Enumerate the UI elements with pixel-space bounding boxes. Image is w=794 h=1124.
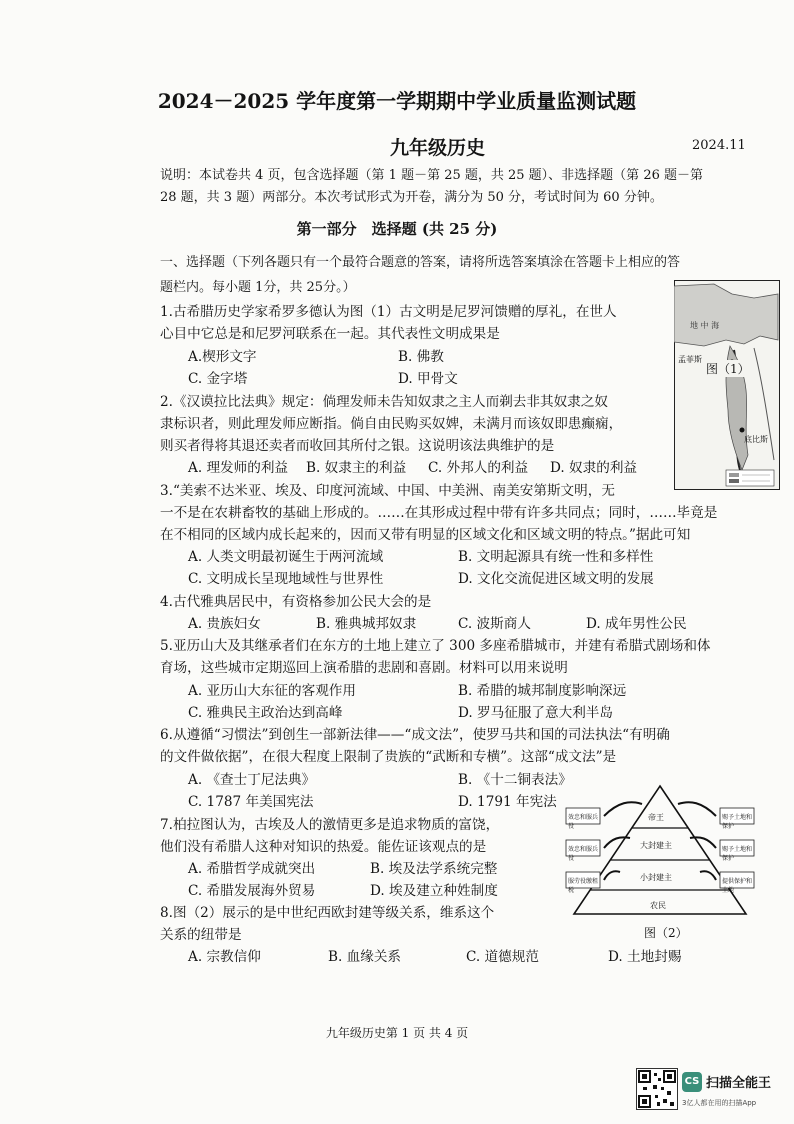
- right-box-1: 赐予土地和保护: [722, 814, 753, 830]
- tier-peasant: 农民: [650, 901, 666, 910]
- question-5-option-a: A. 亚历山大东征的客观作用: [188, 683, 356, 699]
- tier-lesser-lord: 小封建主: [640, 873, 672, 882]
- map-label-sea: 地 中 海: [690, 321, 720, 330]
- question-6-option-d: D. 1791 年宪法: [458, 794, 557, 810]
- figure-1-caption: 图（1）: [706, 362, 750, 376]
- camscanner-logo-icon: CS: [682, 1072, 702, 1092]
- question-7-option-a: A. 希腊哲学成就突出: [188, 861, 316, 877]
- map-label-thebes: 底比斯: [744, 435, 768, 444]
- question-7-stem-2: 他们没有希腊人这种对知识的热爱。能佐证该观点的是: [160, 839, 487, 855]
- question-1-option-b: B. 佛教: [398, 349, 444, 365]
- subject-title: 九年级历史: [390, 137, 486, 159]
- left-box-2: 效忠和服兵役: [568, 846, 599, 862]
- right-box-2: 赐予土地和保护: [722, 846, 753, 862]
- question-4-stem-1: 4.古代雅典居民中，有资格参加公民大会的是: [160, 594, 432, 610]
- question-7-option-b: B. 埃及法学系统完整: [370, 861, 498, 877]
- question-7-option-d: D. 埃及建立种姓制度: [370, 883, 498, 899]
- left-box-3: 服劳役缴租税: [568, 878, 599, 894]
- question-5-stem-2: 育场，这些城市定期巡回上演希腊的悲剧和喜剧。材料可以用来说明: [160, 660, 568, 676]
- question-8-option-a: A. 宗教信仰: [188, 949, 261, 965]
- exam-date: 2024.11: [692, 138, 746, 153]
- question-8-stem-2: 关系的纽带是: [160, 927, 242, 943]
- figure-2-caption: 图（2）: [644, 926, 688, 940]
- question-1-option-d: D. 甲骨文: [398, 371, 458, 387]
- question-8-stem-1: 8.图（2）展示的是中世纪西欧封建等级关系，维系这个: [160, 905, 495, 921]
- question-5-option-c: C. 雅典民主政治达到高峰: [188, 705, 343, 721]
- figure-2-diagram: [560, 782, 760, 942]
- instructions-line-2: 28 题，共 3 题）两部分。本次考试形式为开卷，满分为 50 分，考试时间为 60 分钟。: [160, 190, 663, 205]
- question-5-option-d: D. 罗马征服了意大利半岛: [458, 705, 613, 721]
- question-2-stem-2: 隶标识者，则此理发师应断指。倘自由民购买奴婢，未满月而该奴即患癫痫，: [160, 416, 623, 432]
- question-2-option-d: D. 奴隶的利益: [550, 460, 638, 476]
- right-box-3: 提供保护和土地: [722, 878, 753, 894]
- question-2-stem-3: 则买者得将其退还卖者而收回其所付之银。这说明该法典维护的是: [160, 438, 555, 454]
- instructions-line-1: 说明：本试卷共 4 页，包含选择题（第 1 题－第 25 题，共 25 题）、非选择题（第 26 题－第: [160, 168, 703, 183]
- question-4-option-c: C. 波斯商人: [458, 616, 531, 632]
- question-3-option-b: B. 文明起源具有统一性和多样性: [458, 549, 654, 565]
- question-3-stem-3: 在不相同的区域内成长起来的，因而又带有明显的区域文化和区域文明的特点。”据此可知: [160, 527, 691, 543]
- question-7-stem-1: 7.柏拉图认为，古埃及人的激情更多是追求物质的富饶，: [160, 817, 500, 833]
- part-title: 第一部分 选择题 (共 25 分): [296, 220, 498, 238]
- question-1-option-a: A.楔形文字: [188, 349, 257, 365]
- question-6-option-c: C. 1787 年美国宪法: [188, 794, 314, 810]
- tier-emperor: 帝王: [648, 813, 664, 822]
- exam-title: 2024－2025 学年度第一学期期中学业质量监测试题: [157, 89, 637, 113]
- question-3-option-a: A. 人类文明最初诞生于两河流域: [188, 549, 384, 565]
- question-2-option-b: B. 奴隶主的利益: [306, 460, 407, 476]
- section-line-2: 题栏内。每小题 1分，共 25分。）: [160, 280, 356, 295]
- question-6-stem-2: 的文件做依据”，在很大程度上限制了贵族的“武断和专横”。这部“成文法”是: [160, 749, 617, 765]
- question-3-option-d: D. 文化交流促进区域文明的发展: [458, 571, 654, 587]
- question-4-option-a: A. 贵族妇女: [188, 616, 261, 632]
- question-2-option-a: A. 理发师的利益: [188, 460, 289, 476]
- qr-code-icon: [636, 1068, 678, 1110]
- scanner-app-name: 扫描全能王: [706, 1076, 772, 1091]
- question-2-stem-1: 2.《汉谟拉比法典》规定：倘理发师未告知奴隶之主人而剃去非其奴隶之奴: [160, 394, 608, 410]
- question-5-stem-1: 5.亚历山大及其继承者们在东方的土地上建立了 300 多座希腊城市，并建有希腊式剧场和体: [160, 638, 711, 654]
- question-5-option-b: B. 希腊的城邦制度影响深远: [458, 683, 627, 699]
- question-6-stem-1: 6.从遵循“习惯法”到创生一部新法律——“成文法”，使罗马共和国的司法执法“有明确: [160, 727, 670, 743]
- left-box-1: 效忠和服兵役: [568, 814, 599, 830]
- question-6-option-b: B. 《十二铜表法》: [458, 772, 572, 788]
- question-7-option-c: C. 希腊发展海外贸易: [188, 883, 316, 899]
- question-8-option-c: C. 道德规范: [466, 949, 539, 965]
- question-6-option-a: A. 《查士丁尼法典》: [188, 772, 316, 788]
- question-3-stem-1: 3.“美索不达米亚、埃及、印度河流域、中国、中美洲、南美安第斯文明，无: [160, 483, 615, 499]
- question-4-option-d: D. 成年男性公民: [586, 616, 687, 632]
- question-4-option-b: B. 雅典城邦奴隶: [316, 616, 417, 632]
- question-1-stem-2: 心目中它总是和尼罗河联系在一起。其代表性文明成果是: [160, 326, 500, 342]
- question-8-option-b: B. 血缘关系: [328, 949, 402, 965]
- question-3-option-c: C. 文明成长呈现地域性与世界性: [188, 571, 384, 587]
- page-footer: 九年级历史第 1 页 共 4 页: [325, 1026, 469, 1040]
- tier-great-lord: 大封建主: [640, 841, 672, 850]
- question-1-option-c: C. 金字塔: [188, 371, 248, 387]
- map-label-memphis: 孟菲斯: [678, 355, 702, 364]
- figure-1-map: [674, 280, 780, 490]
- scanner-app-tagline: 3亿人都在用的扫描App: [682, 1099, 757, 1107]
- section-line-1: 一、选择题（下列各题只有一个最符合题意的答案，请将所选答案填涂在答题卡上相应的答: [160, 255, 681, 270]
- question-2-option-c: C. 外邦人的利益: [428, 460, 529, 476]
- question-1-stem-1: 1.古希腊历史学家希罗多德认为图（1）古文明是尼罗河馈赠的厚礼，在世人: [160, 304, 617, 320]
- question-8-option-d: D. 土地封赐: [608, 949, 682, 965]
- egypt-map-image: [674, 280, 780, 490]
- question-3-stem-2: 一不是在农耕畜牧的基础上形成的。……在其形成过程中带有许多共同点；同时，……毕竟是: [160, 505, 718, 521]
